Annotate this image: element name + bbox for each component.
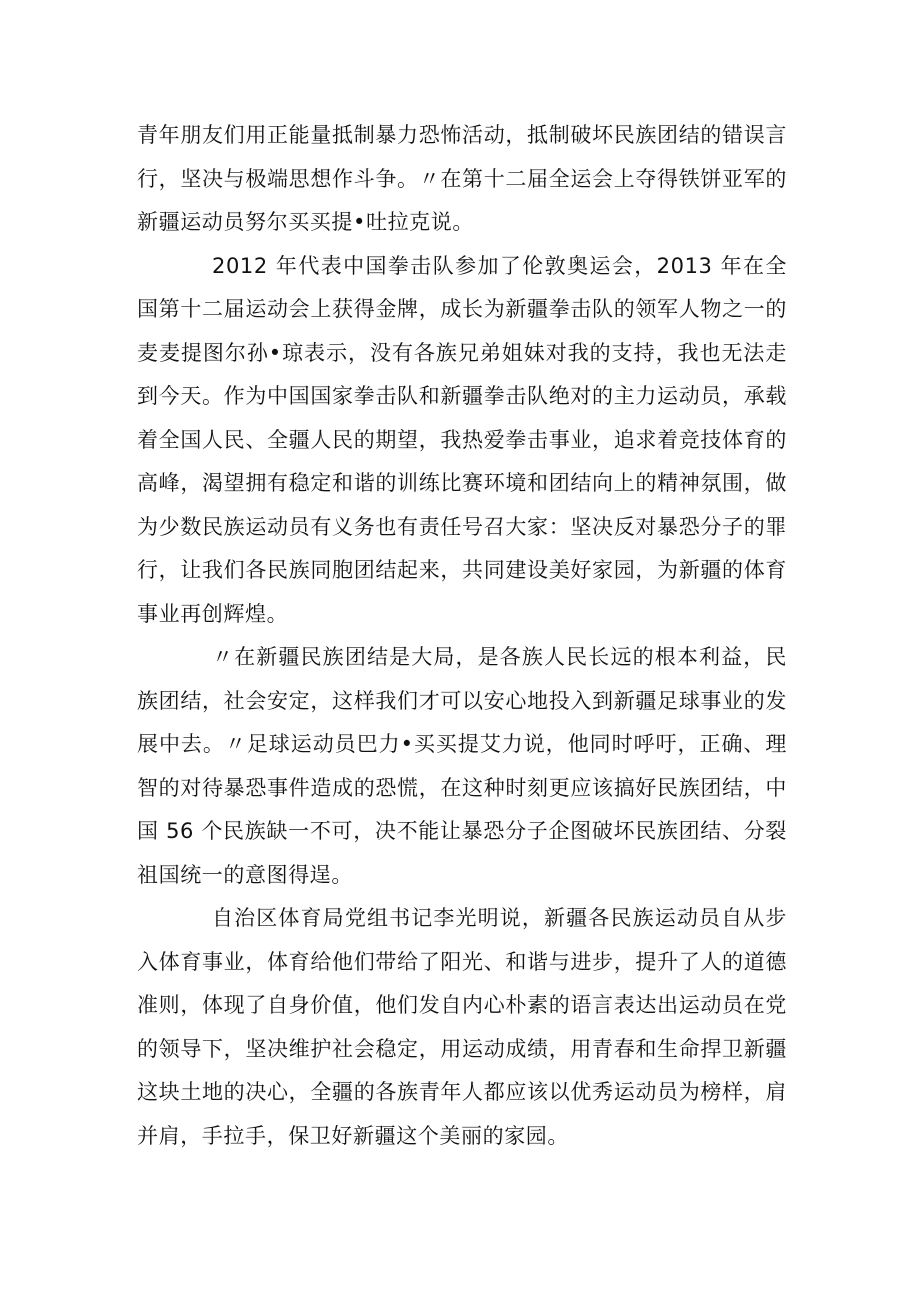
- paragraph-4: 自治区体育局党组书记李光明说，新疆各民族运动员自从步入体育事业，体育给他们带给了阳光、和谐与进步，提升了人的道德准则，体现了自身价值，他们发自内心朴素的语言表达出运动员在党的领导下，坚决维护社会稳定，用运动成绩，用青春和生命捍卫新疆这块土地的决心，全疆的各族青年人都应该以优秀运动员为榜样，肩并肩，手拉手，保卫好新疆这个美丽的家园。: [137, 906, 787, 1148]
- paragraph-1: 青年朋友们用正能量抵制暴力恐怖活动，抵制破坏民族团结的错误言行，坚决与极端思想作斗争。〃在第十二届全运会上夺得铁饼亚军的新疆运动员努尔买买提•吐拉克说。: [137, 123, 787, 234]
- article-body: [137, 114, 787, 1158]
- paragraph-3: 〃在新疆民族团结是大局，是各族人民长远的根本利益，民族团结，社会安定，这样我们才可以安心地投入到新疆足球事业的发展中去。〃足球运动员巴力•买买提艾力说，他同时呼吁，正确、理智的对待暴恐事件造成的恐慌，在这种时刻更应该搞好民族团结，中国 56 个民族缺一不可，决不能让暴恐分子企图破坏民族团结、分裂祖国统一的意图得逞。: [137, 645, 787, 887]
- paragraph-2: 2012 年代表中国拳击队参加了伦敦奥运会，2013 年在全国第十二届运动会上获得金牌，成长为新疆拳击队的领军人物之一的麦麦提图尔孙•琼表示，没有各族兄弟姐妹对我的支持，我也无法走到今天。作为中国国家拳击队和新疆拳击队绝对的主力运动员，承载着全国人民、全疆人民的期望，我热爱拳击事业，追求着竞技体育的高峰，渴望拥有稳定和谐的训练比赛环境和团结向上的精神氛围，做为少数民族运动员有义务也有责任号召大家：坚决反对暴恐分子的罪行，让我们各民族同胞团结起来，共同建设美好家园，为新疆的体育事业再创辉煌。: [137, 253, 787, 626]
